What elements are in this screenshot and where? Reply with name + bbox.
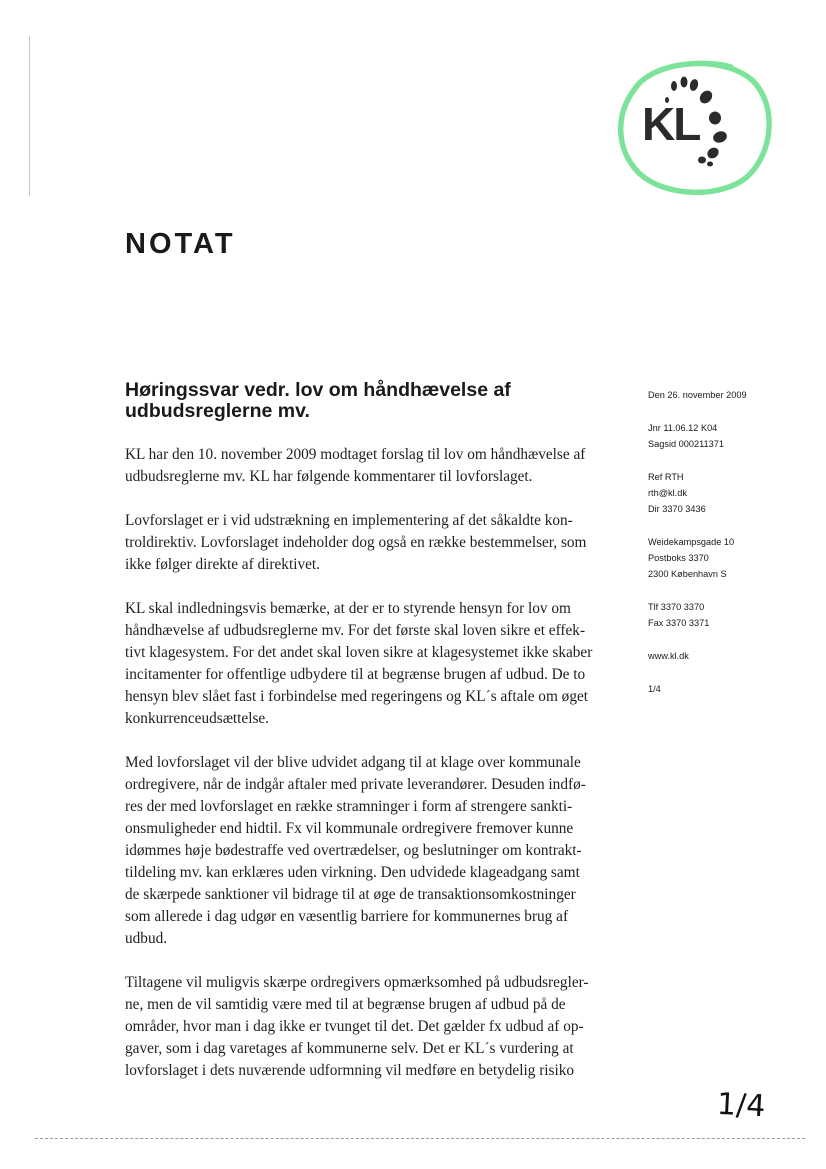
- paragraph-line: gaver, som i dag varetages af kommunerne selv. Det er KL´s vurdering at: [125, 1040, 574, 1057]
- document-title-line: udbudsreglerne mv.: [125, 400, 310, 422]
- paragraph-line: incitamenter for offentlige udbydere til at begrænse brugen af udbud. De to: [125, 666, 586, 683]
- kl-logo: [612, 52, 772, 200]
- paragraph-line: tildeling mv. kan erklæres uden virkning. Den udvidede klageadgang samt: [125, 864, 580, 881]
- sidebar-line: Weidekampsgade 10: [648, 537, 735, 547]
- sidebar-line: Tlf 3370 3370: [648, 602, 705, 612]
- paragraph-list: [125, 444, 625, 1082]
- sidebar-line: Ref RTH: [648, 472, 684, 482]
- document-title: [125, 380, 625, 422]
- sidebar-line: 1/4: [648, 684, 661, 694]
- paragraph-line: udbud.: [125, 930, 168, 947]
- left-margin-line: [29, 36, 30, 196]
- sidebar-group: [648, 469, 808, 517]
- paragraph-line: områder, hvor man i dag ikke er tvunget til det. Det gælder fx udbud af op-: [125, 1018, 584, 1035]
- paragraph-line: udbudsreglerne mv. KL har følgende kommentarer til lovforslaget.: [125, 468, 533, 485]
- paragraph: [125, 444, 625, 488]
- sidebar-line: Dir 3370 3436: [648, 504, 706, 514]
- sidebar-group: [648, 387, 808, 403]
- paragraph-line: konkurrenceudsættelse.: [125, 710, 270, 727]
- sidebar-group: [648, 648, 808, 664]
- sidebar-group: [648, 681, 808, 697]
- paragraph-line: res der med lovforslaget en række stramninger i form af strengere sankti-: [125, 798, 573, 815]
- paragraph-line: KL har den 10. november 2009 modtaget forslag til lov om håndhævelse af: [125, 446, 586, 463]
- handwritten-page-number: 1/4: [716, 1086, 767, 1125]
- sidebar-line: Sagsid 000211371: [648, 439, 724, 449]
- paragraph-line: ordregivere, når de indgår aftaler med private leverandører. Desuden indfø-: [125, 776, 586, 793]
- kl-logo-text: KL: [642, 98, 700, 150]
- sidebar-line: rth@kl.dk: [648, 488, 687, 498]
- paragraph-line: tivt klagesystem. For det andet skal loven sikre at klagesystemet ikke skaber: [125, 644, 593, 661]
- paragraph-line: hensyn blev slået fast i forbindelse med regeringens og KL´s aftale om øget: [125, 688, 589, 705]
- sidebar-line: www.kl.dk: [648, 651, 689, 661]
- paragraph-line: som allerede i dag udgør en væsentlig barriere for kommunernes brug af: [125, 908, 569, 925]
- paragraph-line: de skærpede sanktioner vil bidrage til at øge de transaktionsomkostninger: [125, 886, 576, 903]
- paragraph: [125, 598, 625, 730]
- paragraph-line: håndhævelse af udbudsreglerne mv. For det første skal loven sikre et effek-: [125, 622, 586, 639]
- sidebar-group: [648, 599, 808, 631]
- sidebar-line: Jnr 11.06.12 K04: [648, 423, 718, 433]
- sidebar-group: [648, 534, 808, 582]
- paragraph-line: Med lovforslaget vil der blive udvidet adgang til at klage over kommunale: [125, 754, 581, 771]
- sidebar-group: [648, 420, 808, 452]
- document-body: [125, 380, 625, 1104]
- paragraph: [125, 752, 625, 950]
- paragraph: [125, 972, 625, 1082]
- paragraph-line: idømmes høje bødestraffe ved overtrædelser, og beslutninger om kontrakt-: [125, 842, 582, 859]
- document-title-line: Høringssvar vedr. lov om håndhævelse af: [125, 379, 511, 401]
- sidebar-line: Postboks 3370: [648, 553, 709, 563]
- paragraph-line: lovforslaget i dets nuværende udformning vil medføre en betydelig risiko: [125, 1062, 575, 1079]
- paragraph-line: ikke følger direkte af direktivet.: [125, 556, 320, 573]
- paragraph-line: ne, men de vil samtidig være med til at begrænse brugen af udbud på de: [125, 996, 566, 1013]
- paragraph-line: Tiltagene vil muligvis skærpe ordregivers opmærksomhed på udbudsregler-: [125, 974, 589, 991]
- document-type-label: NOTAT: [125, 228, 236, 260]
- paragraph-line: KL skal indledningsvis bemærke, at der er to styrende hensyn for lov om: [125, 600, 571, 617]
- sidebar-line: 2300 København S: [648, 569, 727, 579]
- paragraph-line: onsmuligheder end hidtil. Fx vil kommunale ordregivere fremover kunne: [125, 820, 574, 837]
- sidebar-metadata: [648, 387, 808, 714]
- paragraph-line: troldirektiv. Lovforslaget indeholder dog også en række bestemmelser, som: [125, 534, 587, 551]
- paragraph: [125, 510, 625, 576]
- sidebar-line: Den 26. november 2009: [648, 390, 747, 400]
- sidebar-line: Fax 3370 3371: [648, 618, 710, 628]
- paragraph-line: Lovforslaget er i vid udstrækning en implementering af det såkaldte kon-: [125, 512, 573, 529]
- bottom-scan-line: [35, 1138, 805, 1139]
